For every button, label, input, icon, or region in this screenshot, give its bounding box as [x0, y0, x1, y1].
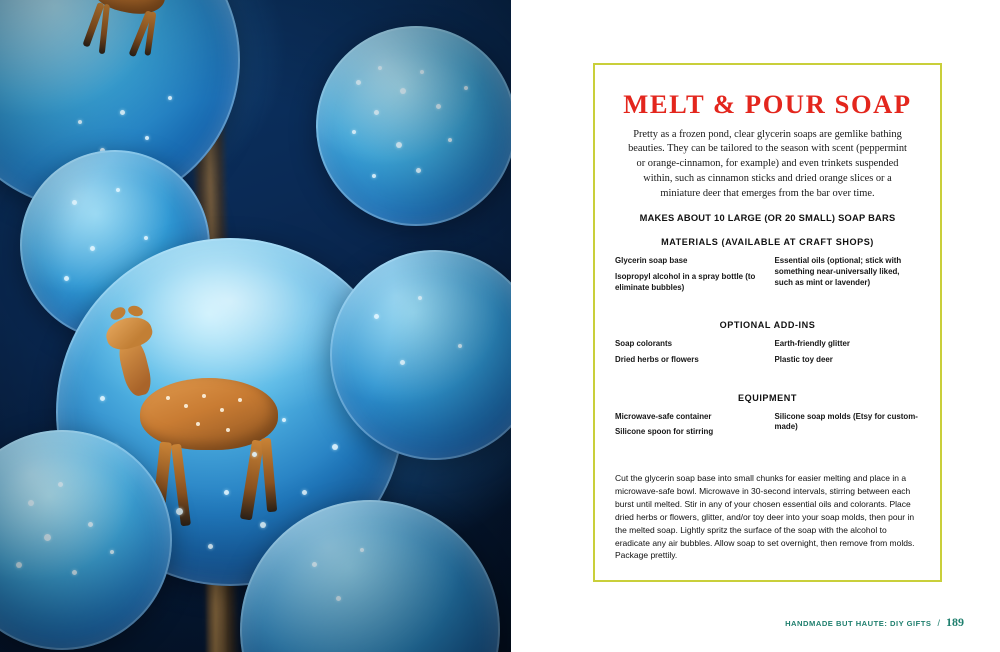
list-item: Soap colorants [615, 339, 672, 349]
list-item: Isopropyl alcohol in a spray bottle (to eliminate bubbles) [615, 272, 756, 292]
add-ins-columns [615, 339, 920, 370]
spacer [615, 312, 920, 320]
list-item: Earth-friendly glitter [774, 339, 850, 349]
section-heading-add-ins: OPTIONAL ADD-INS [719, 320, 816, 331]
footer-separator: / [937, 618, 940, 628]
equipment-left-column [615, 412, 761, 443]
section-heading-equipment: EQUIPMENT [737, 392, 797, 403]
section-heading-materials: MATERIALS (AVAILABLE AT CRAFT SHOPS) [661, 237, 874, 248]
intro-paragraph: Pretty as a frozen pond, clear glycerin soaps are gemlike bathing beauties. They can be tailored to the season with scent (peppermint or orange-cinnamon, for example) and even trinkets suspended within, such as cinnamon sticks and dried orange slices or a miniature deer that emerges from the bar over time. [628, 128, 907, 199]
page-title: MELT & POUR SOAP [623, 89, 912, 119]
soap-bar [316, 26, 511, 226]
equipment-right-column [775, 412, 921, 443]
list-item: Plastic toy deer [774, 355, 833, 365]
list-item: Dried herbs or flowers [615, 355, 699, 365]
spacer [615, 457, 920, 470]
recipe-page [511, 0, 1000, 652]
recipe-frame [593, 63, 942, 582]
list-item: Glycerin soap base [615, 256, 688, 266]
materials-right-column [775, 256, 921, 298]
add-ins-right-column [775, 339, 921, 370]
list-item: Essential oils (optional; stick with something near-universally liked, such as mint or lavender) [774, 256, 902, 287]
materials-left-column [615, 256, 761, 298]
add-ins-left-column [615, 339, 761, 370]
yield-line: MAKES ABOUT 10 LARGE (OR 20 SMALL) SOAP BARS [639, 213, 896, 224]
page-number: 189 [946, 615, 964, 629]
materials-columns [615, 256, 920, 298]
spacer [615, 385, 920, 393]
equipment-columns [615, 412, 920, 443]
list-item: Silicone spoon for stirring [615, 427, 714, 437]
method-paragraph: Cut the glycerin soap base into small chunks for easier melting and place in a microwave-safe bowl. Microwave in 30-second intervals, stirring between each burst until melted. Stir in any of your chosen essential oils and colorants. Place dried herbs or flowers, glitter, and/or toy deer into your soap molds, then pour in the melted soap. Lightly spritz the surface of the soap with the alcohol to eradicate any air bubbles. Allow soap to set overnight, then remove from molds. Package prettily. [615, 473, 915, 561]
list-item: Silicone soap molds (Etsy for custom-made) [774, 411, 918, 432]
page-footer [785, 615, 964, 630]
list-item: Microwave-safe container [615, 411, 712, 421]
footer-chapter-label: HANDMADE BUT HAUTE: DIY GIFTS [785, 619, 932, 628]
